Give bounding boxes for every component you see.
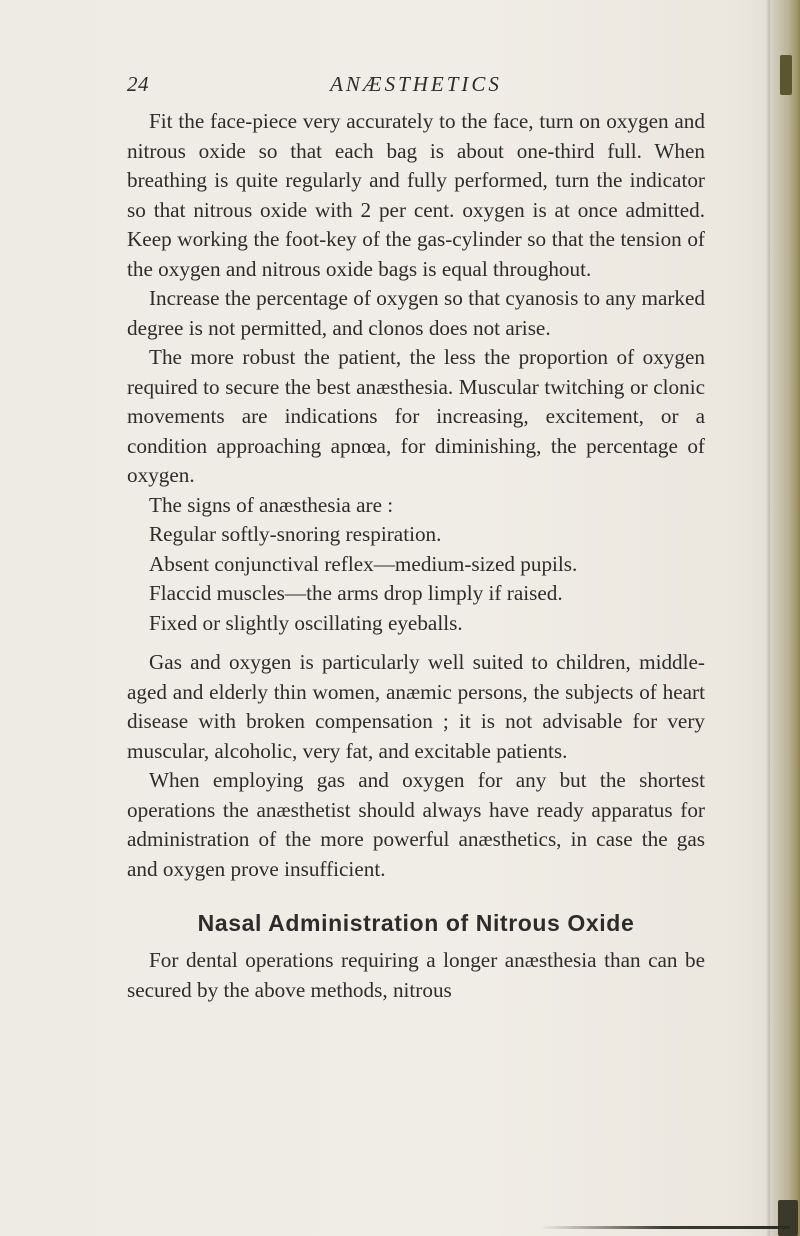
- body-text: [127, 107, 705, 1005]
- page-number: 24: [127, 72, 149, 96]
- spine-mark: [778, 1200, 798, 1236]
- book-spine: [770, 0, 800, 1236]
- page-edge-shadow: [540, 1226, 790, 1229]
- list-item: Absent conjunctival reflex—medium-sized pupils.: [149, 551, 578, 576]
- spine-mark: [780, 55, 792, 95]
- running-head: ANÆSTHETICS: [330, 72, 502, 96]
- list-item: Flaccid muscles—the arms drop limply if raised.: [149, 581, 563, 605]
- paragraph: When employing gas and oxygen for any but the shortest operations the anæsthetist should always have ready apparatus for administration of the more powerful anæsthetics, in case the gas and oxygen prove insufficient.: [127, 768, 705, 881]
- paragraph: Increase the percentage of oxygen so that cyanosis to any marked degree is not permitted, and clonos does not arise.: [127, 286, 705, 340]
- paragraph: Gas and oxygen is particularly well suited to children, middle-aged and elderly thin women, anæmic persons, the subjects of heart disease with broken compensation ; it is not advisable for very muscular, alcoholic, very fat, and excitable patients.: [127, 650, 705, 763]
- paragraph: The signs of anæsthesia are :: [149, 492, 394, 517]
- paragraph: For dental operations requiring a longer anæsthesia than can be secured by the above methods, nitrous: [127, 948, 705, 1002]
- list-item: Regular softly-snoring respiration.: [149, 522, 442, 546]
- page-header: [127, 72, 705, 102]
- paragraph: The more robust the patient, the less the proportion of oxygen required to secure the best anæsthesia. Muscular twitching or clonic movements are indications for increasing, excitement, or a condition approaching apnœa, for diminishing, the percentage of oxygen.: [127, 345, 705, 487]
- section-heading: Nasal Administration of Nitrous Oxide: [197, 910, 635, 936]
- list-item: Fixed or slightly oscillating eyeballs.: [149, 610, 463, 635]
- paragraph: Fit the face-piece very accurately to the face, turn on oxygen and nitrous oxide so that each bag is about one-third full. When breathing is quite regularly and fully performed, turn the indicator so that nitrous oxide with 2 per cent. oxygen is at once admitted. Keep working the foot-key of the gas-cylinder so that the tension of the oxygen and nitrous oxide bags is equal throughout.: [127, 109, 705, 281]
- signs-of-anaesthesia-list: [127, 520, 705, 638]
